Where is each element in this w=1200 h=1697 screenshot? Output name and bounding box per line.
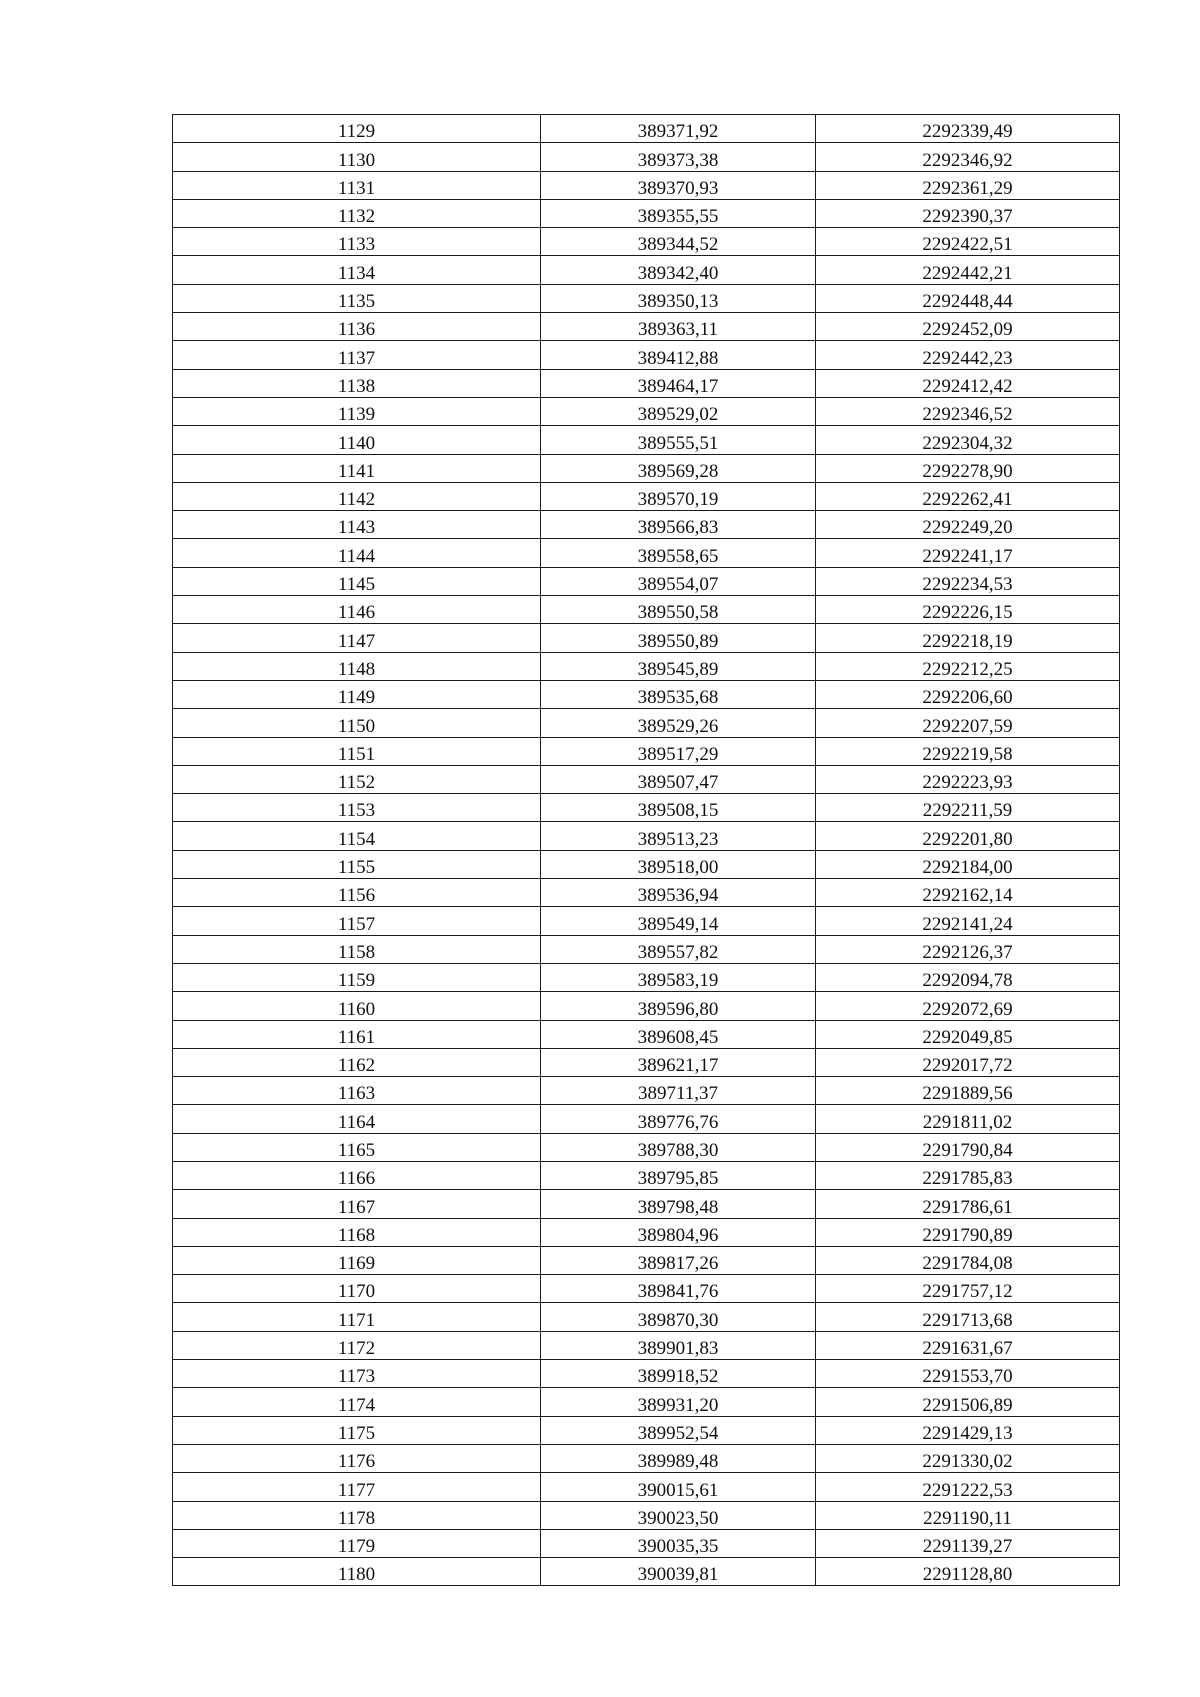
y-coordinate-cell: 2292211,59 — [816, 794, 1120, 822]
table-row — [173, 822, 1120, 850]
table-row — [173, 1190, 1120, 1218]
x-coordinate-cell: 390035,35 — [541, 1529, 816, 1557]
table-row — [173, 935, 1120, 963]
point-number-cell: 1129 — [173, 115, 541, 143]
point-number-cell: 1154 — [173, 822, 541, 850]
y-coordinate-cell: 2292346,52 — [816, 397, 1120, 425]
x-coordinate-cell: 389412,88 — [541, 341, 816, 369]
y-coordinate-cell: 2292241,17 — [816, 539, 1120, 567]
y-coordinate-cell: 2291222,53 — [816, 1473, 1120, 1501]
point-number-cell: 1137 — [173, 341, 541, 369]
x-coordinate-cell: 389545,89 — [541, 652, 816, 680]
y-coordinate-cell: 2291889,56 — [816, 1077, 1120, 1105]
point-number-cell: 1162 — [173, 1048, 541, 1076]
y-coordinate-cell: 2292094,78 — [816, 963, 1120, 991]
point-number-cell: 1130 — [173, 143, 541, 171]
point-number-cell: 1138 — [173, 369, 541, 397]
point-number-cell: 1159 — [173, 963, 541, 991]
table-row — [173, 850, 1120, 878]
y-coordinate-cell: 2292361,29 — [816, 171, 1120, 199]
table-row — [173, 1275, 1120, 1303]
y-coordinate-cell: 2292219,58 — [816, 737, 1120, 765]
point-number-cell: 1160 — [173, 992, 541, 1020]
x-coordinate-cell: 389841,76 — [541, 1275, 816, 1303]
point-number-cell: 1171 — [173, 1303, 541, 1331]
x-coordinate-cell: 389569,28 — [541, 454, 816, 482]
y-coordinate-cell: 2291786,61 — [816, 1190, 1120, 1218]
x-coordinate-cell: 389373,38 — [541, 143, 816, 171]
y-coordinate-cell: 2292442,23 — [816, 341, 1120, 369]
x-coordinate-cell: 389870,30 — [541, 1303, 816, 1331]
table-row — [173, 680, 1120, 708]
x-coordinate-cell: 389798,48 — [541, 1190, 816, 1218]
point-number-cell: 1144 — [173, 539, 541, 567]
x-coordinate-cell: 389518,00 — [541, 850, 816, 878]
table-row — [173, 426, 1120, 454]
point-number-cell: 1172 — [173, 1331, 541, 1359]
point-number-cell: 1157 — [173, 907, 541, 935]
table-row — [173, 454, 1120, 482]
table-row — [173, 1048, 1120, 1076]
table-row — [173, 567, 1120, 595]
table-row — [173, 1529, 1120, 1557]
y-coordinate-cell: 2292207,59 — [816, 709, 1120, 737]
point-number-cell: 1132 — [173, 199, 541, 227]
x-coordinate-cell: 390023,50 — [541, 1501, 816, 1529]
table-row — [173, 1444, 1120, 1472]
y-coordinate-cell: 2292223,93 — [816, 765, 1120, 793]
x-coordinate-cell: 389371,92 — [541, 115, 816, 143]
table-row — [173, 1360, 1120, 1388]
y-coordinate-cell: 2291631,67 — [816, 1331, 1120, 1359]
table-row — [173, 1246, 1120, 1274]
table-row — [173, 1303, 1120, 1331]
coordinates-table-body — [173, 115, 1120, 1586]
table-row — [173, 963, 1120, 991]
x-coordinate-cell: 389804,96 — [541, 1218, 816, 1246]
y-coordinate-cell: 2292390,37 — [816, 199, 1120, 227]
table-row — [173, 1077, 1120, 1105]
point-number-cell: 1173 — [173, 1360, 541, 1388]
y-coordinate-cell: 2292346,92 — [816, 143, 1120, 171]
y-coordinate-cell: 2292448,44 — [816, 284, 1120, 312]
x-coordinate-cell: 389529,26 — [541, 709, 816, 737]
x-coordinate-cell: 389621,17 — [541, 1048, 816, 1076]
point-number-cell: 1152 — [173, 765, 541, 793]
point-number-cell: 1149 — [173, 680, 541, 708]
x-coordinate-cell: 389363,11 — [541, 313, 816, 341]
table-row — [173, 228, 1120, 256]
y-coordinate-cell: 2291553,70 — [816, 1360, 1120, 1388]
x-coordinate-cell: 389464,17 — [541, 369, 816, 397]
y-coordinate-cell: 2292452,09 — [816, 313, 1120, 341]
point-number-cell: 1176 — [173, 1444, 541, 1472]
table-row — [173, 171, 1120, 199]
x-coordinate-cell: 389817,26 — [541, 1246, 816, 1274]
table-row — [173, 1388, 1120, 1416]
x-coordinate-cell: 389558,65 — [541, 539, 816, 567]
x-coordinate-cell: 389596,80 — [541, 992, 816, 1020]
table-row — [173, 794, 1120, 822]
x-coordinate-cell: 389795,85 — [541, 1161, 816, 1189]
table-row — [173, 709, 1120, 737]
y-coordinate-cell: 2292262,41 — [816, 482, 1120, 510]
point-number-cell: 1177 — [173, 1473, 541, 1501]
table-row — [173, 879, 1120, 907]
table-row — [173, 1473, 1120, 1501]
table-row — [173, 397, 1120, 425]
table-row — [173, 284, 1120, 312]
point-number-cell: 1156 — [173, 879, 541, 907]
point-number-cell: 1170 — [173, 1275, 541, 1303]
point-number-cell: 1169 — [173, 1246, 541, 1274]
y-coordinate-cell: 2292218,19 — [816, 624, 1120, 652]
x-coordinate-cell: 389776,76 — [541, 1105, 816, 1133]
table-row — [173, 765, 1120, 793]
y-coordinate-cell: 2292017,72 — [816, 1048, 1120, 1076]
table-row — [173, 1501, 1120, 1529]
y-coordinate-cell: 2292226,15 — [816, 596, 1120, 624]
point-number-cell: 1142 — [173, 482, 541, 510]
point-number-cell: 1155 — [173, 850, 541, 878]
point-number-cell: 1161 — [173, 1020, 541, 1048]
x-coordinate-cell: 389508,15 — [541, 794, 816, 822]
table-row — [173, 539, 1120, 567]
point-number-cell: 1134 — [173, 256, 541, 284]
table-row — [173, 1558, 1120, 1586]
table-row — [173, 115, 1120, 143]
x-coordinate-cell: 389918,52 — [541, 1360, 816, 1388]
y-coordinate-cell: 2291811,02 — [816, 1105, 1120, 1133]
x-coordinate-cell: 389513,23 — [541, 822, 816, 850]
y-coordinate-cell: 2291330,02 — [816, 1444, 1120, 1472]
table-row — [173, 1331, 1120, 1359]
x-coordinate-cell: 389517,29 — [541, 737, 816, 765]
table-row — [173, 624, 1120, 652]
y-coordinate-cell: 2292234,53 — [816, 567, 1120, 595]
y-coordinate-cell: 2292278,90 — [816, 454, 1120, 482]
x-coordinate-cell: 389566,83 — [541, 511, 816, 539]
x-coordinate-cell: 389342,40 — [541, 256, 816, 284]
table-row — [173, 143, 1120, 171]
point-number-cell: 1133 — [173, 228, 541, 256]
table-row — [173, 256, 1120, 284]
y-coordinate-cell: 2292141,24 — [816, 907, 1120, 935]
y-coordinate-cell: 2292126,37 — [816, 935, 1120, 963]
x-coordinate-cell: 389608,45 — [541, 1020, 816, 1048]
point-number-cell: 1163 — [173, 1077, 541, 1105]
y-coordinate-cell: 2291784,08 — [816, 1246, 1120, 1274]
x-coordinate-cell: 389989,48 — [541, 1444, 816, 1472]
point-number-cell: 1180 — [173, 1558, 541, 1586]
point-number-cell: 1135 — [173, 284, 541, 312]
x-coordinate-cell: 389788,30 — [541, 1133, 816, 1161]
y-coordinate-cell: 2291429,13 — [816, 1416, 1120, 1444]
table-row — [173, 341, 1120, 369]
point-number-cell: 1174 — [173, 1388, 541, 1416]
table-row — [173, 1416, 1120, 1444]
point-number-cell: 1151 — [173, 737, 541, 765]
y-coordinate-cell: 2291785,83 — [816, 1161, 1120, 1189]
x-coordinate-cell: 389901,83 — [541, 1331, 816, 1359]
y-coordinate-cell: 2292422,51 — [816, 228, 1120, 256]
x-coordinate-cell: 389344,52 — [541, 228, 816, 256]
y-coordinate-cell: 2292304,32 — [816, 426, 1120, 454]
point-number-cell: 1146 — [173, 596, 541, 624]
point-number-cell: 1175 — [173, 1416, 541, 1444]
y-coordinate-cell: 2292212,25 — [816, 652, 1120, 680]
y-coordinate-cell: 2291190,11 — [816, 1501, 1120, 1529]
y-coordinate-cell: 2291139,27 — [816, 1529, 1120, 1557]
table-row — [173, 369, 1120, 397]
y-coordinate-cell: 2292049,85 — [816, 1020, 1120, 1048]
y-coordinate-cell: 2291757,12 — [816, 1275, 1120, 1303]
x-coordinate-cell: 389555,51 — [541, 426, 816, 454]
table-row — [173, 596, 1120, 624]
y-coordinate-cell: 2292206,60 — [816, 680, 1120, 708]
x-coordinate-cell: 389550,89 — [541, 624, 816, 652]
point-number-cell: 1141 — [173, 454, 541, 482]
x-coordinate-cell: 390015,61 — [541, 1473, 816, 1501]
point-number-cell: 1147 — [173, 624, 541, 652]
y-coordinate-cell: 2292412,42 — [816, 369, 1120, 397]
table-row — [173, 511, 1120, 539]
table-row — [173, 1105, 1120, 1133]
point-number-cell: 1166 — [173, 1161, 541, 1189]
point-number-cell: 1148 — [173, 652, 541, 680]
point-number-cell: 1164 — [173, 1105, 541, 1133]
y-coordinate-cell: 2292184,00 — [816, 850, 1120, 878]
table-row — [173, 482, 1120, 510]
y-coordinate-cell: 2292201,80 — [816, 822, 1120, 850]
x-coordinate-cell: 389550,58 — [541, 596, 816, 624]
y-coordinate-cell: 2291790,84 — [816, 1133, 1120, 1161]
x-coordinate-cell: 389583,19 — [541, 963, 816, 991]
table-row — [173, 313, 1120, 341]
x-coordinate-cell: 389952,54 — [541, 1416, 816, 1444]
point-number-cell: 1150 — [173, 709, 541, 737]
y-coordinate-cell: 2292249,20 — [816, 511, 1120, 539]
table-row — [173, 1161, 1120, 1189]
table-row — [173, 737, 1120, 765]
x-coordinate-cell: 389554,07 — [541, 567, 816, 595]
x-coordinate-cell: 389557,82 — [541, 935, 816, 963]
point-number-cell: 1131 — [173, 171, 541, 199]
y-coordinate-cell: 2292072,69 — [816, 992, 1120, 1020]
table-row — [173, 1020, 1120, 1048]
x-coordinate-cell: 390039,81 — [541, 1558, 816, 1586]
y-coordinate-cell: 2292442,21 — [816, 256, 1120, 284]
table-row — [173, 1133, 1120, 1161]
y-coordinate-cell: 2291790,89 — [816, 1218, 1120, 1246]
point-number-cell: 1139 — [173, 397, 541, 425]
x-coordinate-cell: 389370,93 — [541, 171, 816, 199]
table-row — [173, 652, 1120, 680]
y-coordinate-cell: 2291713,68 — [816, 1303, 1120, 1331]
table-row — [173, 1218, 1120, 1246]
x-coordinate-cell: 389535,68 — [541, 680, 816, 708]
point-number-cell: 1178 — [173, 1501, 541, 1529]
x-coordinate-cell: 389350,13 — [541, 284, 816, 312]
x-coordinate-cell: 389549,14 — [541, 907, 816, 935]
x-coordinate-cell: 389355,55 — [541, 199, 816, 227]
point-number-cell: 1168 — [173, 1218, 541, 1246]
y-coordinate-cell: 2292162,14 — [816, 879, 1120, 907]
y-coordinate-cell: 2291506,89 — [816, 1388, 1120, 1416]
x-coordinate-cell: 389529,02 — [541, 397, 816, 425]
table-row — [173, 907, 1120, 935]
point-number-cell: 1143 — [173, 511, 541, 539]
y-coordinate-cell: 2292339,49 — [816, 115, 1120, 143]
coordinates-table — [172, 114, 1120, 1586]
x-coordinate-cell: 389931,20 — [541, 1388, 816, 1416]
y-coordinate-cell: 2291128,80 — [816, 1558, 1120, 1586]
point-number-cell: 1136 — [173, 313, 541, 341]
table-row — [173, 992, 1120, 1020]
x-coordinate-cell: 389507,47 — [541, 765, 816, 793]
point-number-cell: 1167 — [173, 1190, 541, 1218]
point-number-cell: 1153 — [173, 794, 541, 822]
point-number-cell: 1165 — [173, 1133, 541, 1161]
point-number-cell: 1179 — [173, 1529, 541, 1557]
x-coordinate-cell: 389570,19 — [541, 482, 816, 510]
point-number-cell: 1158 — [173, 935, 541, 963]
x-coordinate-cell: 389711,37 — [541, 1077, 816, 1105]
point-number-cell: 1140 — [173, 426, 541, 454]
x-coordinate-cell: 389536,94 — [541, 879, 816, 907]
point-number-cell: 1145 — [173, 567, 541, 595]
table-row — [173, 199, 1120, 227]
